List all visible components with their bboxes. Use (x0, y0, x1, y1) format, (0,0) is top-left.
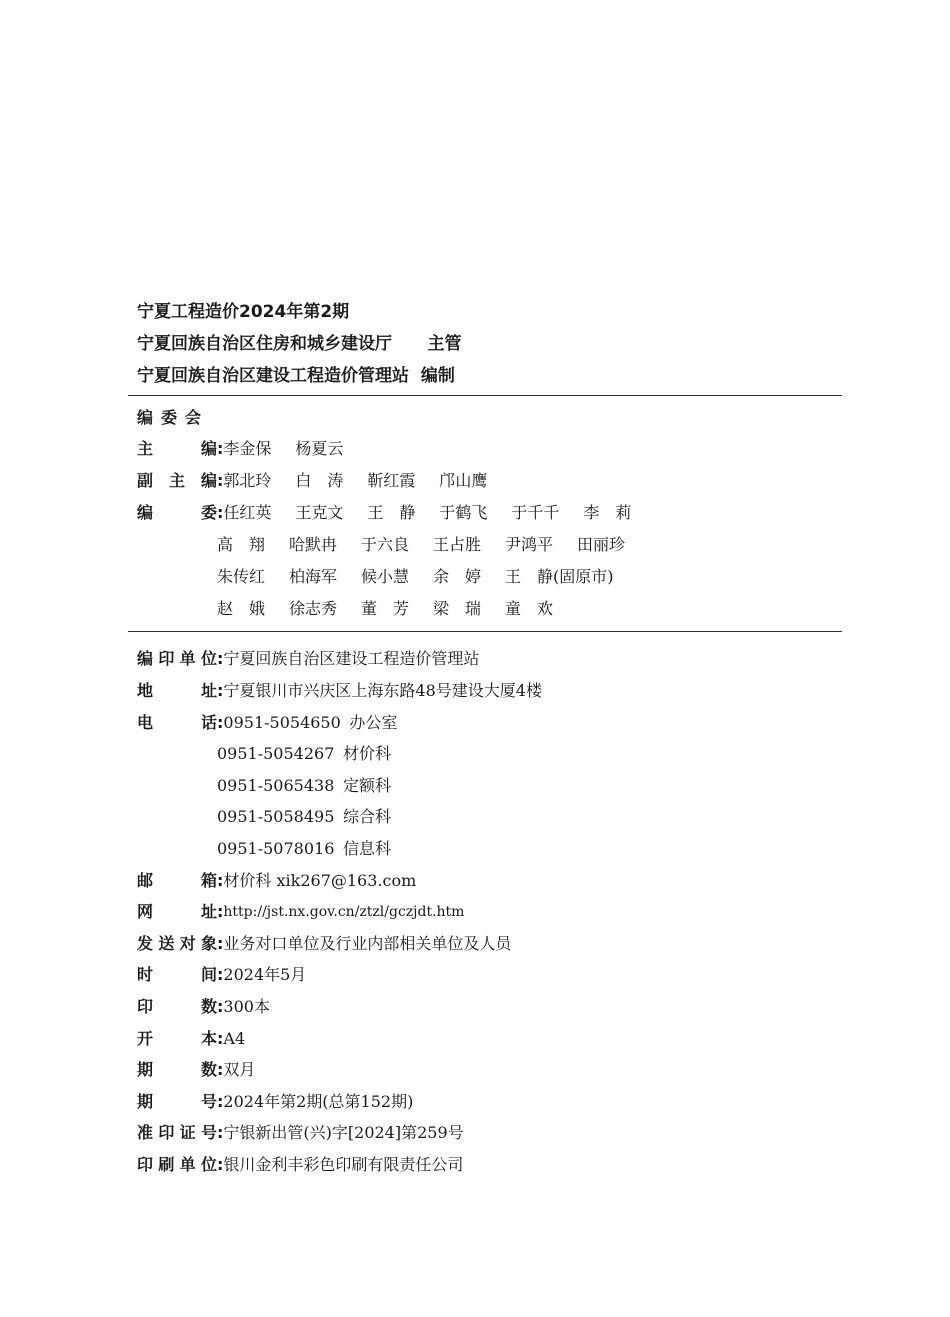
member-name: 于六良 (361, 535, 410, 554)
format-row: 开本:A4 (137, 1024, 245, 1054)
phone-department: 办公室 (349, 713, 398, 732)
member-name: 哈默冉 (289, 535, 338, 554)
website-row: 网址:http://jst.nx.gov.cn/ztzl/gczjdt.htm (137, 897, 464, 927)
phone-number: 0951-5078016 (217, 839, 335, 858)
phone-label: 电话 (137, 713, 217, 732)
masthead (137, 298, 462, 394)
member-name: 梁 瑞 (433, 599, 482, 618)
format-label: 开本 (137, 1029, 217, 1048)
issue-value: 2024年第2期(总第152期) (223, 1092, 414, 1111)
deputy-editor-name: 靳红霞 (367, 471, 416, 490)
member-name: 柏海军 (289, 567, 338, 586)
member-name: 高 翔 (217, 535, 266, 554)
deputy-editor-row: 副主编:郭北玲 白 涛 靳红霞 邝山鹰 (137, 466, 511, 496)
member-name: 于千千 (511, 503, 560, 522)
email-label: 邮箱 (137, 871, 217, 890)
frequency-row: 期数:双月 (137, 1055, 255, 1085)
copies-row: 印数:300本 (137, 992, 270, 1022)
supervisor-line: 宁夏回族自治区住房和城乡建设厅 主管 (137, 334, 462, 354)
deputy-editor-name: 白 涛 (295, 471, 344, 490)
member-name: 徐志秀 (289, 599, 338, 618)
member-name: 童 欢 (505, 599, 554, 618)
publisher-unit-row: 编印单位:宁夏回族自治区建设工程造价管理站 (137, 644, 479, 674)
printer-label: 印刷单位 (137, 1155, 217, 1174)
website-label: 网址 (137, 902, 217, 921)
chief-editor-name: 杨夏云 (295, 439, 344, 458)
member-name: 余 婷 (433, 567, 482, 586)
member-name: 董 芳 (361, 599, 410, 618)
time-value: 2024年5月 (223, 965, 307, 984)
time-row: 时间:2024年5月 (137, 960, 306, 990)
member-name: 尹鸿平 (505, 535, 554, 554)
member-name: 田丽珍 (577, 535, 626, 554)
publisher-unit-label: 编印单位 (137, 649, 217, 668)
permit-row: 准印证号:宁银新出管(兴)字[2024]第259号 (137, 1118, 464, 1148)
email-row: 邮箱:材价科 xik267@163.com (137, 866, 416, 896)
member-name: 王克文 (295, 503, 344, 522)
committee-members-label: 编委 (137, 503, 217, 522)
divider-middle (128, 631, 842, 632)
address-value: 宁夏银川市兴庆区上海东路48号建设大厦4楼 (223, 681, 542, 700)
member-name: 王占胜 (433, 535, 482, 554)
address-label: 地址 (137, 681, 217, 700)
phone-number: 0951-5054267 (217, 744, 335, 763)
permit-label: 准印证号 (137, 1123, 217, 1142)
format-value: A4 (223, 1029, 246, 1048)
member-name: 王 静(固原市) (505, 567, 614, 586)
deputy-editor-label: 副主编 (137, 471, 217, 490)
address-row: 地址:宁夏银川市兴庆区上海东路48号建设大厦4楼 (137, 676, 542, 706)
member-name: 赵 娥 (217, 599, 266, 618)
member-name: 候小慧 (361, 567, 410, 586)
recipients-value: 业务对口单位及行业内部相关单位及人员 (223, 934, 512, 953)
phone-department: 定额科 (343, 776, 392, 795)
printer-row: 印刷单位:银川金利丰彩色印刷有限责任公司 (137, 1150, 463, 1180)
recipients-row: 发送对象:业务对口单位及行业内部相关单位及人员 (137, 929, 511, 959)
chief-editor-row: 主编:李金保 杨夏云 (137, 434, 367, 464)
issue-row: 期号:2024年第2期(总第152期) (137, 1087, 413, 1117)
committee-members-row: 编委:任红英 王克文 王 静 于鹤飞 于千千 李 莉 (137, 498, 655, 528)
phone-number: 0951-5065438 (217, 776, 335, 795)
email-value: 材价科 xik267@163.com (223, 871, 417, 890)
publication-title: 宁夏工程造价2024年第2期 (137, 302, 350, 322)
committee-members-row (217, 594, 577, 624)
member-name: 于鹤飞 (439, 503, 488, 522)
phone-row (217, 834, 391, 864)
editor-line: 宁夏回族自治区建设工程造价管理站 编制 (137, 366, 455, 386)
committee-members-row (217, 562, 645, 592)
copies-label: 印数 (137, 997, 217, 1016)
website-link[interactable]: http://jst.nx.gov.cn/ztzl/gczjdt.htm (223, 904, 465, 920)
member-name: 李 莉 (583, 503, 632, 522)
chief-editor-label: 主编 (137, 439, 217, 458)
phone-row (217, 739, 391, 769)
permit-value: 宁银新出管(兴)字[2024]第259号 (223, 1123, 464, 1142)
printer-value: 银川金利丰彩色印刷有限责任公司 (223, 1155, 464, 1174)
committee-members-row (217, 530, 649, 560)
committee-title: 编委会 (137, 408, 210, 427)
frequency-value: 双月 (223, 1060, 256, 1079)
recipients-label: 发送对象 (137, 934, 217, 953)
phone-row: 电话:0951-5054650 办公室 (137, 708, 397, 738)
publisher-unit-value: 宁夏回族自治区建设工程造价管理站 (223, 649, 480, 668)
phone-number: 0951-5054650 (223, 713, 341, 732)
divider-top (128, 395, 842, 396)
phone-department: 信息科 (343, 839, 392, 858)
frequency-label: 期数 (137, 1060, 217, 1079)
phone-number: 0951-5058495 (217, 807, 335, 826)
phone-row (217, 771, 391, 801)
issue-label: 期号 (137, 1092, 217, 1111)
deputy-editor-name: 邝山鹰 (439, 471, 488, 490)
time-label: 时间 (137, 965, 217, 984)
member-name: 朱传红 (217, 567, 266, 586)
member-name: 任红英 (223, 503, 272, 522)
phone-department: 材价科 (343, 744, 392, 763)
copies-value: 300本 (223, 997, 270, 1016)
deputy-editor-name: 郭北玲 (223, 471, 272, 490)
chief-editor-name: 李金保 (223, 439, 272, 458)
member-name: 王 静 (367, 503, 416, 522)
phone-department: 综合科 (343, 807, 392, 826)
phone-row (217, 802, 391, 832)
